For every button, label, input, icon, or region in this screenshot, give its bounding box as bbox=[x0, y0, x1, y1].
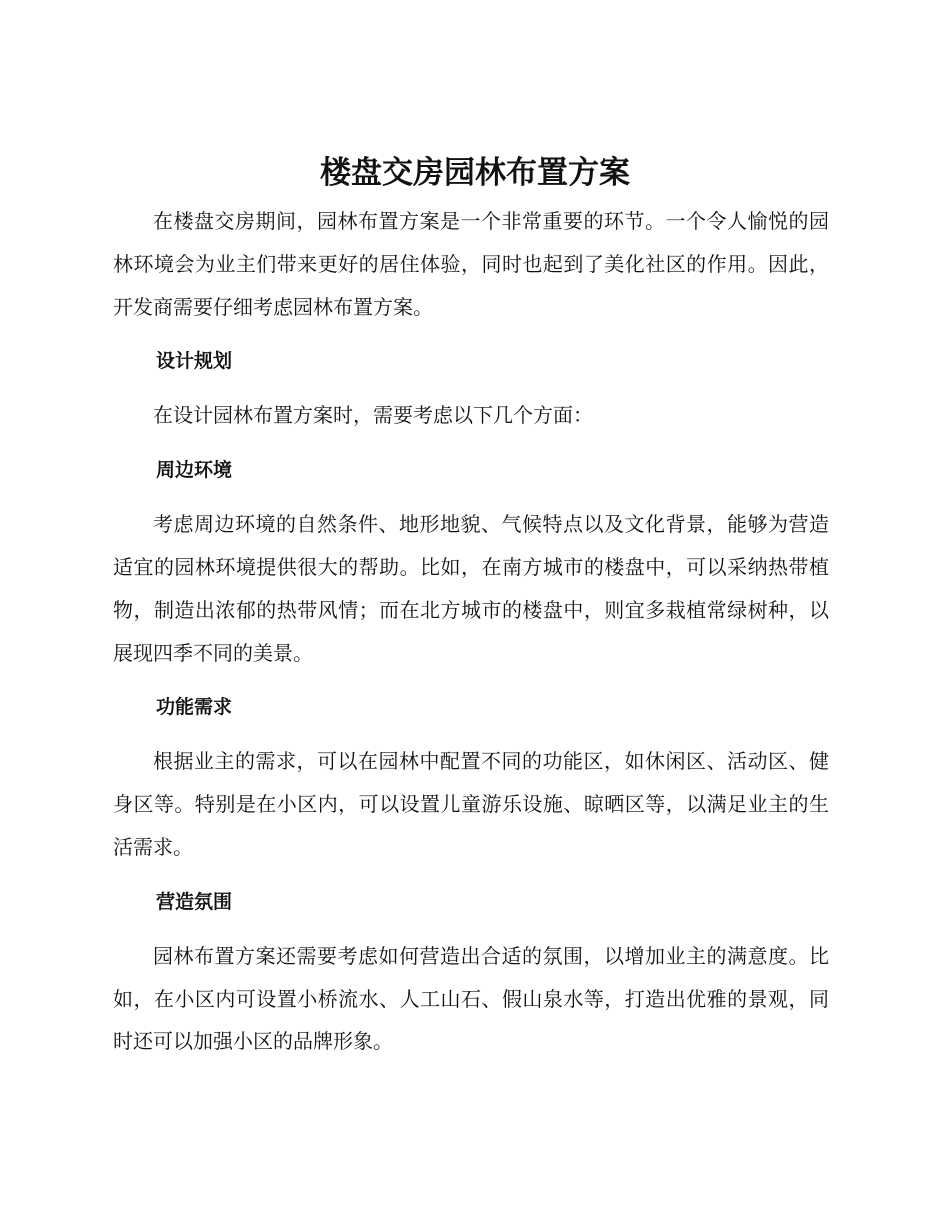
page-title: 楼盘交房园林布置方案 bbox=[320, 155, 630, 191]
spacer bbox=[113, 728, 829, 740]
section-heading-atmosphere: 营造氛围 bbox=[156, 890, 233, 913]
section-heading-design-planning: 设计规划 bbox=[156, 350, 233, 373]
document-body bbox=[113, 200, 829, 1063]
spacer bbox=[113, 674, 829, 686]
spacer bbox=[113, 923, 829, 935]
spacer bbox=[113, 328, 829, 340]
spacer bbox=[113, 437, 829, 449]
section-heading-surroundings: 周边环境 bbox=[156, 459, 233, 482]
section-body-atmosphere: 园林布置方案还需要考虑如何营造出合适的氛围，以增加业主的满意度。比如，在小区内可设置小桥流水、人工山石、假山泉水等，打造出优雅的景观，同时还可以加强小区的品牌形象。 bbox=[113, 943, 829, 1054]
section-body-surroundings: 考虑周边环境的自然条件、地形地貌、气候特点以及文化背景，能够为营造适宜的园林环境提供很大的帮助。比如，在南方城市的楼盘中，可以采纳热带植物，制造出浓郁的热带风情；而在北方城市的楼盘中，则宜多栽植常绿树种，以展现四季不同的美景。 bbox=[113, 512, 829, 665]
spacer bbox=[113, 869, 829, 881]
section-heading-functional-needs: 功能需求 bbox=[156, 696, 233, 719]
section-body-design-planning: 在设计园林布置方案时，需要考虑以下几个方面： bbox=[153, 403, 593, 428]
section-body-functional-needs: 根据业主的需求，可以在园林中配置不同的功能区，如休闲区、活动区、健身区等。特别是在小区内，可以设置儿童游乐设施、晾晒区等，以满足业主的生活需求。 bbox=[113, 749, 829, 859]
spacer bbox=[113, 382, 829, 394]
intro-paragraph: 在楼盘交房期间，园林布置方案是一个非常重要的环节。一个令人愉悦的园林环境会为业主们带来更好的居住体验，同时也起到了美化社区的作用。因此，开发商需要仔细考虑园林布置方案。 bbox=[113, 209, 829, 319]
spacer bbox=[113, 491, 829, 503]
